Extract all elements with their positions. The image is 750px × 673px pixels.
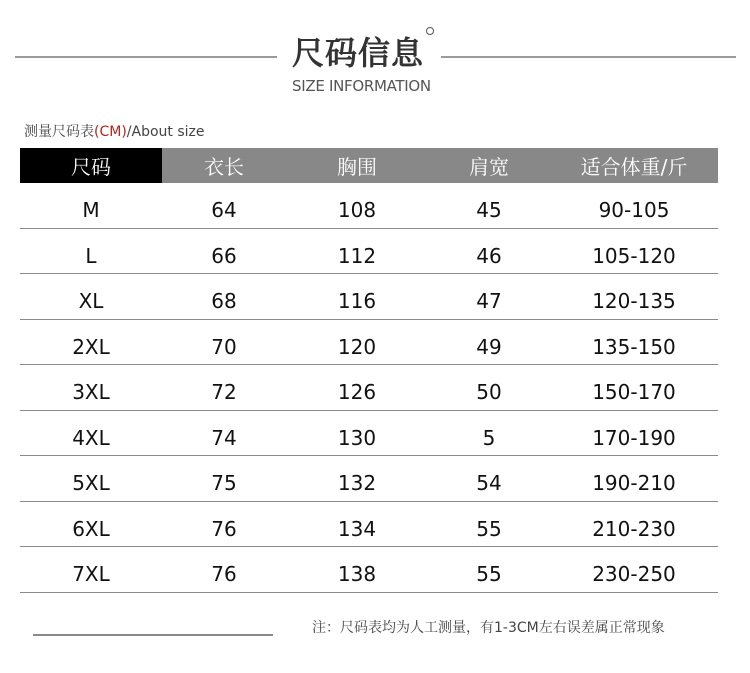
title-rule-left [15,56,277,58]
length-cell: 70 [211,334,237,359]
length-cell: 64 [211,198,237,223]
length-cell: 66 [211,243,237,268]
chest-cell: 126 [337,380,377,405]
length-cell: 76 [211,516,237,541]
header-weight: 适合体重/斤 [580,155,688,179]
chest-cell: 108 [337,198,377,223]
chest-cell: 132 [337,471,377,496]
weight-cell: 210-230 [592,516,676,541]
table-row [20,502,718,548]
size-cell: M [82,198,100,223]
size-cell: L [85,243,97,268]
header-shoulder: 肩宽 [469,155,509,179]
size-table [20,148,718,593]
length-cell: 76 [211,562,237,587]
chest-cell: 130 [337,425,377,450]
shoulder-cell: 49 [476,334,502,359]
chest-cell: 116 [337,289,377,314]
weight-cell: 230-250 [592,562,676,587]
shoulder-cell: 54 [476,471,502,496]
weight-cell: 150-170 [592,380,676,405]
header-chest: 胸围 [337,155,377,179]
size-cell: 6XL [72,516,110,541]
weight-cell: 105-120 [592,243,676,268]
shoulder-cell: 47 [476,289,502,314]
table-row [20,274,718,320]
shoulder-cell: 50 [476,380,502,405]
header-size: 尺码 [20,148,162,183]
size-chart-caption [24,121,205,141]
weight-cell: 90-105 [598,198,670,223]
size-cell: 4XL [72,425,110,450]
weight-cell: 190-210 [592,471,676,496]
weight-cell: 135-150 [592,334,676,359]
chest-cell: 120 [337,334,377,359]
chest-cell: 134 [337,516,377,541]
length-cell: 75 [211,471,237,496]
length-cell: 68 [211,289,237,314]
title-rule-right [441,56,736,58]
footer-rule [33,634,273,636]
shoulder-cell: 45 [476,198,502,223]
page-title: 尺码信息 [292,34,425,72]
measurement-note: 注：尺码表均为人工测量，有1-3CM左右误差属正常现象 [312,620,665,636]
caption-unit: (CM) [94,124,127,140]
length-cell: 74 [211,425,237,450]
chest-cell: 138 [337,562,377,587]
shoulder-cell: 55 [476,562,502,587]
caption-prefix: 测量尺码表 [24,124,94,140]
size-cell: 5XL [72,471,110,496]
size-cell: 3XL [72,380,110,405]
chest-cell: 112 [337,243,377,268]
size-cell: 2XL [72,334,110,359]
table-row [20,411,718,457]
table-row [20,456,718,502]
table-row [20,547,718,593]
shoulder-cell: 55 [476,516,502,541]
size-cell: XL [78,289,104,314]
shoulder-cell: 46 [476,243,502,268]
caption-suffix: /About size [126,124,205,140]
size-cell: 7XL [72,562,110,587]
table-header [20,148,718,183]
length-cell: 72 [211,380,237,405]
table-row [20,183,718,229]
weight-cell: 120-135 [592,289,676,314]
table-row [20,229,718,275]
circle-icon [426,27,434,35]
page-subtitle: SIZE INFORMATION [292,77,431,95]
header-length: 衣长 [204,155,244,179]
table-row [20,320,718,366]
table-row [20,365,718,411]
weight-cell: 170-190 [592,425,676,450]
shoulder-cell: 5 [482,425,496,450]
